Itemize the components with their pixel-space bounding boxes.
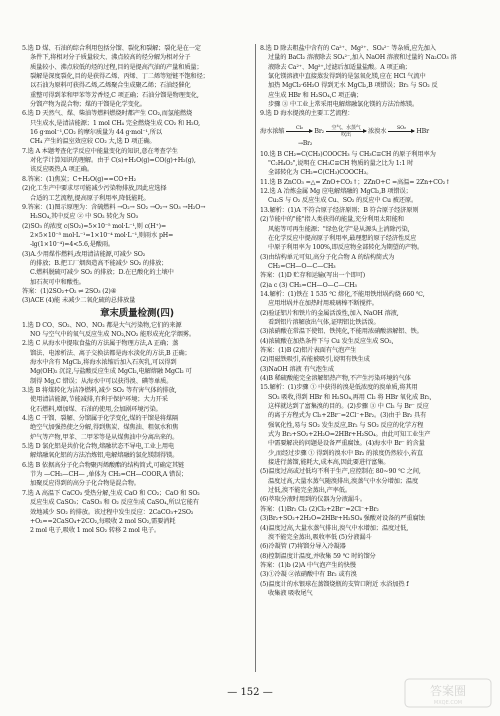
text-line: (6)冷凝管 (7)将馏分导入冷凝器	[260, 543, 346, 551]
text-line: 12.选 A 冶炼金属 Mg 应电解熔融的 MgCl₂,B 项错误；	[260, 188, 412, 196]
text-line: 7.选 A 本题考查化学反应中能量变化的知识,意在考查学生	[22, 147, 178, 155]
text-line: 答案：(1)2SO₂+O₂ ⇌ 2SO₃ (2)④	[22, 287, 117, 295]
section-title: 章末质量检测(四)	[100, 307, 174, 319]
text-line: 重整可得到苯和甲苯等芳香烃,C 项正确；石油分馏是物理变化,	[30, 91, 199, 99]
svg-text:答案圈: 答案圈	[429, 684, 467, 698]
text-line: 6.选 B 依据高分子化合物聚丙烯酸酯的结构简式,可确定其链	[22, 461, 185, 469]
flow-node: Br₂	[314, 128, 325, 136]
text-line: 式为 Br₂+SO₂+2H₂O=2HBr+H₂SO₄。由此可知工业生产	[268, 431, 431, 439]
text-line: 溴不能完全蒸出,吸收率低 (5)分液漏斗	[268, 533, 372, 541]
text-line: 分馏产物为混合物；煤的干馏是化学变化。	[30, 101, 146, 109]
text-line: (3)ACE (4)能 未减少二氧化硫的总排放量	[22, 297, 136, 305]
text-line: 该反应吸热,A 项正确。	[30, 166, 93, 174]
text-line: 只生成水,是清洁能源；1 mol CH₄ 完全燃烧生成 CO₂ 和 H₂O,	[30, 119, 200, 127]
text-line: 的离子方程式为 Cl₂+2Br⁻=2Cl⁻+Br₂。(3)由于 Br₂ 具有	[268, 412, 427, 420]
text-line: 收集液 吸收尾气	[268, 589, 313, 597]
text-line: 13.解析：(1)A 不符合原子经济原则；B 符合原子经济原则	[260, 206, 419, 214]
text-line: 炉气等产物,甲苯、二甲苯等是从煤焦油中分离出来的。	[30, 433, 179, 441]
text-line: C.燃料脱硫可减少 SO₂ 的排放；D.在已酸化的土壤中	[30, 269, 174, 277]
text-line: 液除去 Ca²⁺、Mg²⁺,过滤后加适量盐酸。A 项正确；	[268, 63, 411, 71]
text-line: 答案：(1)b (2)A 中气泡产生的快慢	[260, 561, 356, 569]
text-line: 5.选 D 煤、石油的综合利用包括分馏、裂化和裂解；裂化是在一定	[22, 45, 201, 52]
text-line: Mg(OH)₂ 沉淀,与盐酸反应生成 MgCl₂,电解熔融 MgCl₂ 可	[30, 368, 192, 376]
text-line: 质量较小、沸点较低的烃的过程,目的是提高汽油的产量和质量；	[30, 63, 203, 71]
arrow-line	[286, 131, 312, 132]
text-line: 反应生成 CaSO₃；CaSO₃ 和 O₂ 反应生成 CaSO₄,所以它能有	[30, 499, 199, 507]
text-line: 6.选 D 天然气、煤、柴油等燃料燃烧时都产生 CO₂,而氢能燃烧	[22, 110, 193, 118]
text-line: (2)化工生产中要求尽可能减少污染物排放,因此应选择	[22, 185, 167, 193]
text-line: 海水中含有 MgCl₂,将海水浓缩后加入石灰乳,可以得到	[30, 359, 177, 366]
text-line: 合适的工艺流程,提高原子利用率,降低能耗。	[30, 194, 150, 202]
text-line: (4)温度过高,大量水蒸气排出,溴气中水增加；温度过低,	[260, 524, 409, 532]
text-line: (3)A.少用煤作燃料,改用清洁能源,可减少 SO₂	[22, 250, 146, 258]
text-line: (8)控制温度计温度,并收集 59 ℃ 时的馏分	[260, 552, 376, 560]
left-column	[22, 44, 252, 536]
text-line: 以石油为原料可获得乙烯,乙烯聚合生成聚乙烯；石油经催化	[30, 82, 191, 90]
text-line: 5.选 D 氯化铝是共价化合物,熔融状态不导电,工业上用电	[22, 443, 175, 451]
answer-block-left-bottom	[22, 321, 252, 536]
svg-text:MXQE.COM: MXQE.COM	[433, 700, 463, 706]
text-line: 16 g·mol⁻¹,CO₂ 的摩尔质量为 44 g·mol⁻¹,所以	[30, 129, 162, 137]
bromine-flow-chain	[260, 119, 486, 138]
flow-branch: →Br₂	[298, 139, 313, 147]
text-line: 化石燃料,增加煤、石油的使用,会加剧环境污染。	[30, 405, 162, 413]
text-line: 9.答案：(1)图示原理为：含硫燃料 →O₂→ SO₂ →O₂→ SO₃ →H₂O→	[22, 203, 206, 211]
text-line: (2)用磁铁吸引,若能被吸引,说明有铁生成	[260, 356, 370, 364]
answer-block-left-top	[22, 44, 252, 306]
text-line: 9.选 D 海水提溴的主要工艺流程：	[260, 110, 354, 118]
text-line: 14.解析：(1)铁在 1 535 ℃ 熔化,不能用铁坩埚灼烧 660 ℃,	[260, 290, 425, 298]
right-column	[260, 44, 486, 598]
arrow-line	[388, 131, 414, 132]
text-line: 绝空气加强热使之分解,得到焦炭、煤焦油、粗氨水和焦	[30, 424, 179, 432]
text-line: 2×5×10⁻⁵ mol·L⁻¹=1×10⁻⁴ mol·L⁻¹,则雨水 pH=	[30, 231, 174, 239]
text-line: (3)①冷凝 ②浓硝酸中有 Br₂ 或有溴	[260, 571, 357, 579]
text-line: (5)温度计的水银球在蒸馏烧瓶的支管口附近 水浴加热 f	[260, 580, 409, 588]
text-line: -lg(1×10⁻⁴)=4<5.6,是酸雨。	[30, 241, 115, 249]
flow-arrow	[388, 125, 414, 138]
text-line: 的排放；B.把工厂烟囱造高不能减少 SO₂ 的排放；	[30, 259, 168, 267]
text-line: 全部转化为 CH₂=C(CH₃)COOCH₃。	[268, 169, 373, 177]
text-line: 15.解析：(1)步骤 ① 中获得的溴是低浓度的溴单质,将其用	[260, 384, 418, 392]
text-line: (5)温度过高或过低均不利于生产,应控制在 80~90 ℃ 之间,	[260, 468, 421, 476]
text-line: 中原子利用率为 100%,即反应物全部转化为期望的产物。	[268, 244, 424, 252]
text-line: 对化学计算知识的理解。由于 C(s)+H₂O(g)=CO(g)+H₂(g),	[30, 157, 196, 165]
text-line: 加石灰可中和酸性。	[30, 278, 85, 286]
text-line: 4.选 C 干馏、裂解、分馏属于化学变化,煤的干馏是将煤隔	[22, 415, 179, 423]
text-line: 制得 Mg,C 错误；从海水中可以获得溴、碘等单质。	[30, 377, 173, 385]
text-line: 接进行蒸馏,能耗大,成本高,因此要进行富集。	[268, 459, 390, 467]
text-line: +O₂==2CaSO₄+2CO₂,每吸收 2 mol SO₂,需要消耗	[30, 517, 176, 525]
text-line: Cu₂S 与 O₂ 反应生成 Cu、SO₂ 的反应中 Cu 被还原。	[268, 197, 418, 205]
text-line: (3)浓硝酸在常温下使铝、铁钝化,不能用浓硝酸溶解铝、铁。	[260, 328, 423, 336]
text-line: 应用坩埚并在加热时用玻璃棒不断搅拌。	[268, 300, 378, 308]
column-divider	[255, 44, 256, 672]
flow-node: 海水浓缩	[260, 128, 285, 136]
flow-arrow-label: 空气、水蒸气	[331, 124, 361, 131]
flow-arrow	[326, 125, 366, 138]
flow-node: 浓溴水	[368, 128, 387, 136]
text-line: 2.选 C 从海水中提取食盐的方法属于物理方法,A 正确；蒸	[22, 340, 179, 348]
text-line: 加聚反应得到的高分子化合物是混合物。	[30, 480, 140, 488]
text-line: 1.选 D CO、SO₂、NO、NO₂ 都是大气污染物,它们的来源	[22, 321, 182, 329]
text-line: H₂SO₄,其中反应 ② 中 SO₂ 转化为 SO₃	[30, 213, 138, 221]
text-line: 过量的 BaCl₂ 溶液除去 SO₄²⁻,加入 NaOH 溶液和过量的 Na₂CO₃ 溶	[268, 54, 457, 62]
text-line: 8.答案：(1)焦炭；C+H₂O(g)==CO+H₂	[22, 175, 136, 183]
text-line: 解熔融氧化铝的方法冶炼铝,电解熔融的氯化镁制得镁。	[30, 452, 179, 460]
text-line: 中需要解决的问题是设备严重腐蚀。(4)海水中 Br⁻ 的含量	[268, 440, 425, 448]
text-line: 这样就达到了富集溴的目的。(2)步骤 ③ 中 Cl₂ 与 Br⁻ 反应	[268, 403, 429, 411]
text-line: (2)SO₃ 的浓度 c(SO₂)=5×10⁻⁵ mol·L⁻¹,则 c(H⁺)=	[22, 222, 167, 230]
text-line: 在化学反应中提高原子利用率,最理想的原子经济性反应	[268, 234, 417, 242]
text-line: NO 与空气中的氧气反应生成 NO₂,NO₂ 能形成光化学烟雾。	[30, 330, 195, 338]
answer-block-right-bottom	[260, 150, 486, 599]
text-line: 7.选 A 高温下 CaCO₃ 受热分解,生成 CaO 和 CO₂；CaO 和 SO₂	[22, 489, 200, 497]
text-line: 条件下,将相对分子质量较大、沸点较高的烃分解为相对分子	[30, 54, 191, 62]
text-line: 强氧化性,易与 SO₂ 发生反应,Br₂ 与 SO₂ 反应的化学方程	[268, 421, 424, 429]
text-line: (3)Br₂+SO₂+2H₂O=2HBr+H₂SO₄ 强酸对设备的严重腐蚀	[260, 515, 425, 523]
text-line: 使用清洁能源,节能减排,有利于保护环境；大力开采	[30, 396, 168, 404]
text-line: 节为 —CH₂—CH— ,单体为 CH₂=CH—COOR,A 错误；	[30, 471, 188, 479]
text-line: 8.选 D 除去粗盐中含有的 Ca²⁺、Mg²⁺、SO₄²⁻ 等杂质,应先加入	[260, 45, 436, 52]
text-line: 过低,溴不能完全蒸出,产率低。	[268, 487, 351, 495]
text-line: SO₂ 吸收,得到 HBr 和 H₂SO₄,再用 Cl₂ 将 HBr 氧化成 Br₂,	[268, 393, 432, 401]
text-line: "C₂H₄O₂",说明在 CH₃C≡CH 物质的量之比为 1:1 时	[268, 160, 414, 168]
site-watermark-logo	[404, 678, 492, 708]
text-line: 看到铝片溶解放出气体,证明铝比铁活泼。	[268, 318, 380, 326]
flow-arrow-sublabel: 吹出	[341, 131, 351, 138]
text-line: 应生成 HBr 和 H₂SO₄,C 项正确；	[268, 91, 363, 99]
text-line: 少,而经过步骤 ① 得到的溴水中 Br₂ 的浓度仍然较小,若直	[268, 449, 423, 457]
text-line: 2 mol 电子,吸收 1 mol SO₂ 转移 2 mol 电子。	[30, 527, 160, 535]
answer-block-right-top	[260, 44, 486, 119]
flow-arrow-label: SO₂	[396, 124, 406, 131]
flow-node: HBr	[416, 128, 429, 136]
text-line: 温度过高,大量水蒸气随溴排出,溴蒸气中水分增加；温度	[268, 477, 419, 485]
text-line: 风能等可再生能源；"绿色化学"是从源头上消除污染,	[268, 225, 410, 233]
text-line: (2)验证铝片和铁片的金属活泼性,加入 NaOH 溶液,	[260, 309, 399, 317]
page-number: — 152 —	[227, 687, 273, 698]
text-line: 3.选 B 将煤转化为洁净燃料,减少 SO₂ 等有害气体的排放,	[22, 387, 177, 395]
arrow-line	[326, 131, 366, 132]
text-line: (2)节能中的"能"指人类获得的能量,充分利用太阳能和	[260, 216, 404, 224]
text-line: 步骤 ③ 中工业上常采用电解熔融氯化镁的方法冶炼镁。	[268, 101, 419, 109]
text-line: (3)NaOH 溶液 有气泡生成	[260, 365, 334, 373]
text-line: (4)B 稀硫酸能完全溶解铝热产物,不产生污染环境的气体	[260, 375, 411, 382]
text-line: 答案：(1)B (2)铝片表面有气泡产生	[260, 346, 357, 354]
text-line: (4)浓硫酸在加热条件下与 Cu 发生反应生成 SO₂,	[260, 337, 394, 345]
text-line: 效地减少 SO₂ 的排放。该过程中发生反应：2CaCO₃+2SO₂	[30, 508, 194, 516]
text-line: 加热 MgCl₂·6H₂O 得到无水 MgCl₂,B 项错误；Br₂ 与 SO₂ 反	[268, 82, 438, 90]
text-line: (6)萃取分液时用到的仪器为分液漏斗。	[260, 496, 367, 504]
text-line: 10.选 B CH₂=C(CH₃)COOCH₃ 与 CH₃C≡CH 的原子利用率为	[260, 150, 436, 158]
text-line: 答案：(1)D 贮存和运输(写出一个即可)	[260, 272, 366, 280]
text-line: 氯化镁溶液中直接蒸发得到的是氢氧化镁,应在 HCl 气流中	[268, 73, 426, 81]
flow-arrow-label: Cl₂	[295, 124, 303, 131]
text-line: 裂解是深度裂化,目的是获得乙烯、丙烯、丁二烯等短链不饱和烃；	[30, 73, 209, 81]
text-line: (3)由结构单元可知,高分子化合物 A 的结构简式为	[260, 253, 395, 261]
text-line: (2)a c (3) CH₂=CH—O—C—CH₃	[260, 281, 357, 289]
text-line: 答案：(1)Br₂ Cl₂ (2)Cl₂+2Br⁻=2Cl⁻+Br₂	[260, 505, 379, 513]
text-line: CH₄ 产生的温室效应较 CO₂ 大,选 D 项正确。	[30, 138, 156, 146]
text-line: 11.选 B ZnCO₃ =△= ZnO+CO₂↑；2ZnO+C =高温= 2Zn+CO₂↑	[260, 178, 451, 186]
text-line: 馏法、电渗析法、离子交换法都是海水淡化的方法,B 正确；	[30, 349, 191, 357]
flow-arrow	[286, 125, 312, 138]
text-line: CH₂=CH—O—C—CH₃	[268, 262, 336, 270]
